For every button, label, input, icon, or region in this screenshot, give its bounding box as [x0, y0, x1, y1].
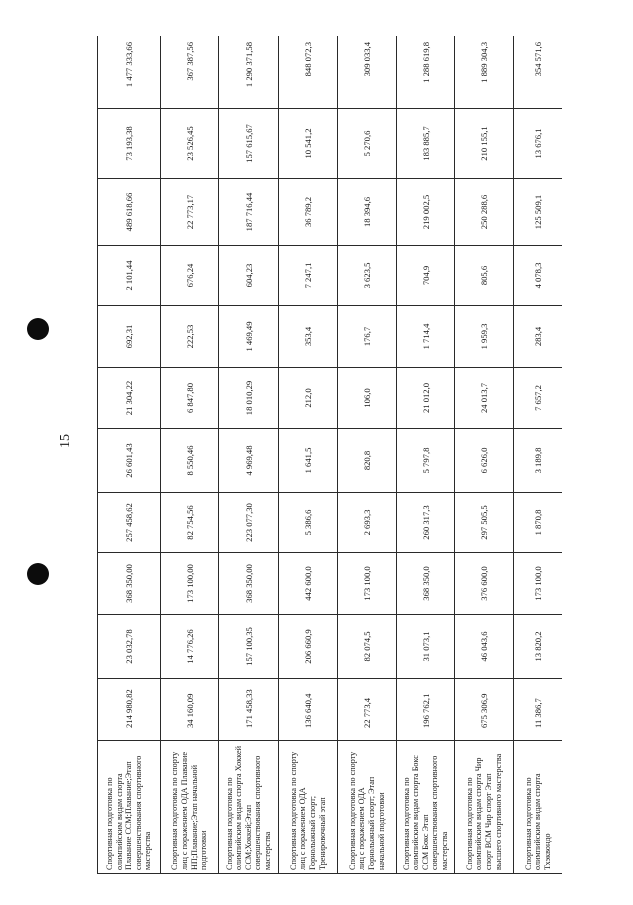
value-cell: 136 640,4: [279, 679, 338, 741]
value-cell: 7 247,1: [279, 246, 338, 306]
punch-hole-top: [27, 318, 49, 340]
table-row: [455, 36, 514, 874]
value-cell: 82 754,56: [161, 493, 219, 553]
value-cell: 704,9: [397, 246, 455, 306]
value-cell: 6 847,80: [161, 368, 219, 429]
value-cell: 1 477 333,66: [98, 36, 161, 109]
table-row: [279, 36, 338, 874]
value-cell: 173 100,00: [161, 553, 219, 615]
value-cell: 206 660,9: [279, 615, 338, 679]
value-cell: 805,6: [455, 246, 514, 306]
value-cell: 23 526,45: [161, 109, 219, 179]
row-label-cell: Спортивная подготовка по спорту лиц с поражением ОДА Горнолыжный спорт; Тренировочный этап: [279, 741, 338, 874]
value-cell: 5 797,8: [397, 429, 455, 493]
value-cell: 1 288 619,8: [397, 36, 455, 109]
value-cell: 106,0: [338, 368, 397, 429]
value-cell: 1 641,5: [279, 429, 338, 493]
value-cell: 11 386,7: [514, 679, 563, 741]
punch-hole-bottom: [27, 563, 49, 585]
value-cell: 222,53: [161, 306, 219, 368]
value-cell: 3 623,5: [338, 246, 397, 306]
table-region: [97, 36, 562, 874]
value-cell: 1 290 371,58: [219, 36, 279, 109]
value-cell: 1 889 304,3: [455, 36, 514, 109]
row-label-cell: Спортивная подготовка по олимпийским видам спорта Хоккей ССМ;Хоккей;Этап совершенствования спортивного мастерства: [219, 741, 279, 874]
value-cell: 675 306,9: [455, 679, 514, 741]
value-cell: 283,4: [514, 306, 563, 368]
value-cell: 257 458,62: [98, 493, 161, 553]
value-cell: 5 270,6: [338, 109, 397, 179]
value-cell: 157 100,35: [219, 615, 279, 679]
value-cell: 7 657,2: [514, 368, 563, 429]
page-number: 15: [58, 434, 73, 448]
table-row: [219, 36, 279, 874]
value-cell: 4 078,3: [514, 246, 563, 306]
value-cell: 489 618,66: [98, 179, 161, 246]
row-label-cell: Спортивная подготовка по спорту лиц с поражением ОДА Плавание НП;Плавание;Этап начальной подготовки: [161, 741, 219, 874]
value-cell: 368 350,00: [98, 553, 161, 615]
row-label-cell: Спортивная подготовка по олимпийским видам спорта Бокс ССМ Бокс Этап совершенствования спортивного мастерства: [397, 741, 455, 874]
value-cell: 214 980,82: [98, 679, 161, 741]
value-cell: 442 600,0: [279, 553, 338, 615]
value-cell: 676,24: [161, 246, 219, 306]
rotated-table-wrapper: [97, 36, 562, 874]
row-label-cell: Спортивная подготовка по олимпийским видам спорта Чир спорт ВСМ Чир спорт Этап высшего спортивного мастерства: [455, 741, 514, 874]
value-cell: 183 885,7: [397, 109, 455, 179]
value-cell: 309 033,4: [338, 36, 397, 109]
value-cell: 176,7: [338, 306, 397, 368]
value-cell: 171 458,33: [219, 679, 279, 741]
value-cell: 250 288,6: [455, 179, 514, 246]
value-cell: 18 010,29: [219, 368, 279, 429]
value-cell: 26 601,43: [98, 429, 161, 493]
value-cell: 692,31: [98, 306, 161, 368]
value-cell: 219 002,5: [397, 179, 455, 246]
value-cell: 368 350,00: [219, 553, 279, 615]
value-cell: 820,8: [338, 429, 397, 493]
value-cell: 82 074,5: [338, 615, 397, 679]
value-cell: 23 032,78: [98, 615, 161, 679]
value-cell: 1 714,4: [397, 306, 455, 368]
value-cell: 604,23: [219, 246, 279, 306]
value-cell: 13 676,1: [514, 109, 563, 179]
row-label-cell: Спортивная подготовка по спорту лиц с поражением ОДА Горнолыжный спорт; Этап начальной подготовки: [338, 741, 397, 874]
value-cell: 223 077,30: [219, 493, 279, 553]
table-row: [161, 36, 219, 874]
value-cell: 2 101,44: [98, 246, 161, 306]
table-row: [514, 36, 563, 874]
value-cell: 36 789,2: [279, 179, 338, 246]
value-cell: 46 043,6: [455, 615, 514, 679]
value-cell: 22 773,17: [161, 179, 219, 246]
value-cell: 34 160,09: [161, 679, 219, 741]
cost-table: [97, 36, 562, 874]
value-cell: 22 773,4: [338, 679, 397, 741]
value-cell: 8 550,46: [161, 429, 219, 493]
value-cell: 210 155,1: [455, 109, 514, 179]
table-row: [98, 36, 161, 874]
value-cell: 2 693,3: [338, 493, 397, 553]
value-cell: 1 870,8: [514, 493, 563, 553]
value-cell: 6 626,0: [455, 429, 514, 493]
value-cell: 1 469,49: [219, 306, 279, 368]
value-cell: 368 350,0: [397, 553, 455, 615]
table-row: [338, 36, 397, 874]
value-cell: 14 776,26: [161, 615, 219, 679]
table-body: [98, 36, 563, 874]
value-cell: 1 959,3: [455, 306, 514, 368]
value-cell: 13 820,2: [514, 615, 563, 679]
value-cell: 10 541,2: [279, 109, 338, 179]
value-cell: 4 969,48: [219, 429, 279, 493]
value-cell: 376 600,0: [455, 553, 514, 615]
value-cell: 260 317,3: [397, 493, 455, 553]
value-cell: 354 571,6: [514, 36, 563, 109]
value-cell: 212,0: [279, 368, 338, 429]
value-cell: 31 073,1: [397, 615, 455, 679]
value-cell: 5 386,6: [279, 493, 338, 553]
value-cell: 173 100,0: [514, 553, 563, 615]
value-cell: 173 100,0: [338, 553, 397, 615]
value-cell: 24 013,7: [455, 368, 514, 429]
value-cell: 353,4: [279, 306, 338, 368]
value-cell: 196 762,1: [397, 679, 455, 741]
value-cell: 18 394,6: [338, 179, 397, 246]
value-cell: 125 509,1: [514, 179, 563, 246]
table-row: [397, 36, 455, 874]
row-label-cell: Спортивная подготовка по олимпийским видам спорта Тхэквондо: [514, 741, 563, 874]
row-label-cell: Спортивная подготовка по олимпийским видам спорта Плавание ССМ;Плавание;Этап совершенствования спортивного мастерства: [98, 741, 161, 874]
value-cell: 21 012,0: [397, 368, 455, 429]
value-cell: 297 505,5: [455, 493, 514, 553]
value-cell: 187 716,44: [219, 179, 279, 246]
value-cell: 21 304,22: [98, 368, 161, 429]
value-cell: 3 189,8: [514, 429, 563, 493]
value-cell: 848 072,3: [279, 36, 338, 109]
value-cell: 157 615,67: [219, 109, 279, 179]
value-cell: 367 387,56: [161, 36, 219, 109]
value-cell: 73 193,38: [98, 109, 161, 179]
